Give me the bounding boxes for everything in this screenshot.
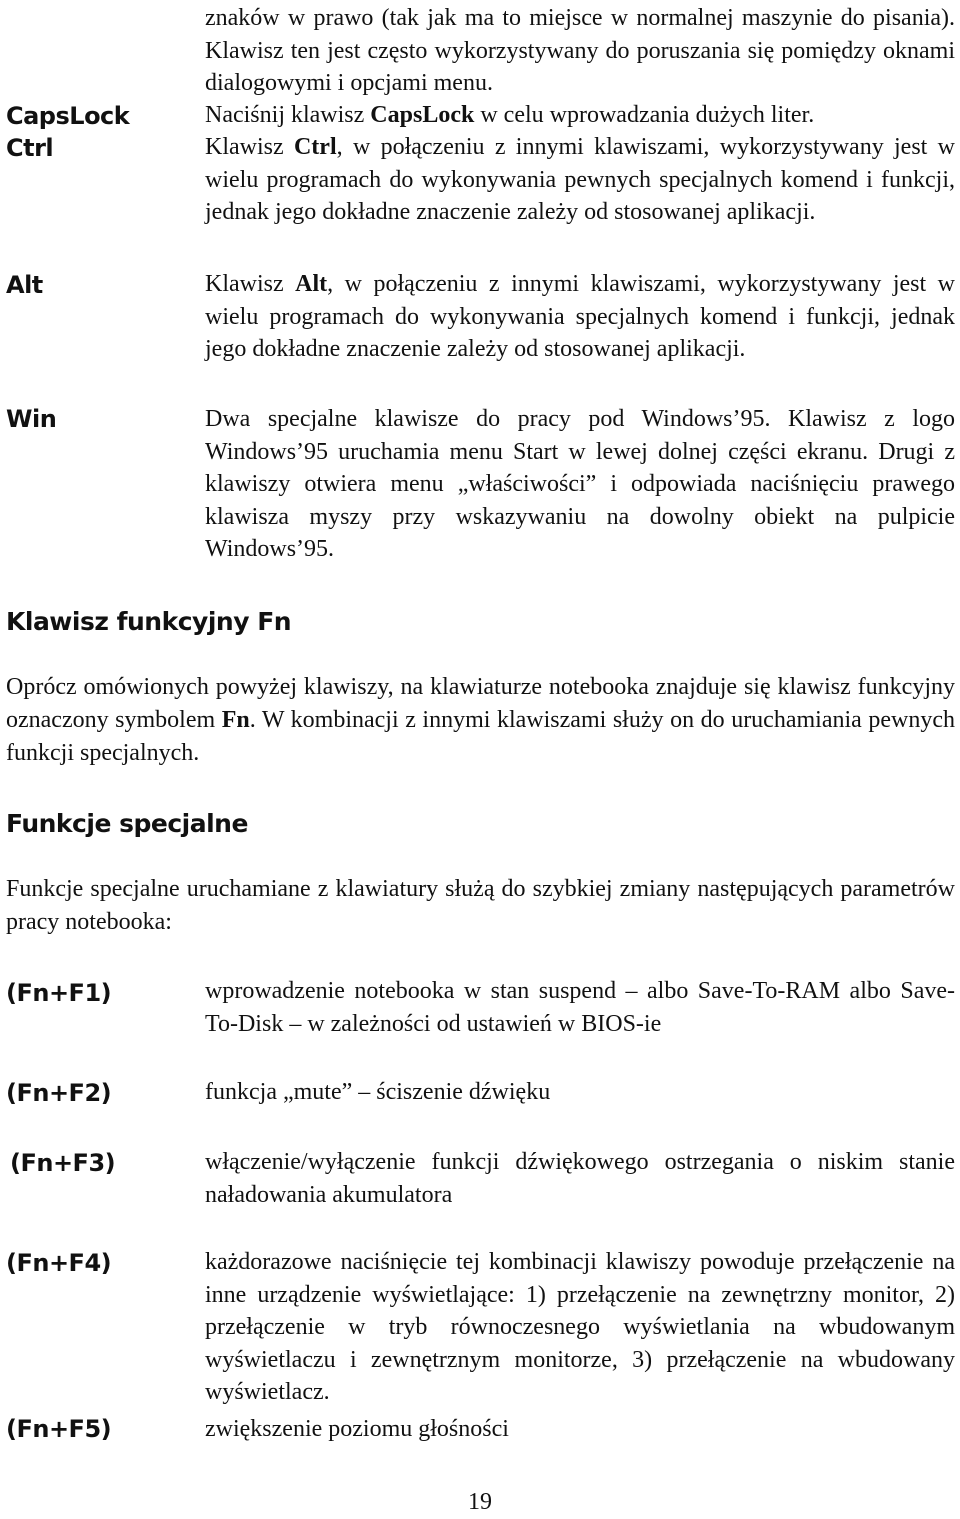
- intro-line: znaków w prawo (tak jak ma to miejsce w normalnej maszynie do: [205, 5, 865, 31]
- intro-paragraph: [205, 2, 955, 100]
- capslock-key: CapsLock: [370, 102, 475, 128]
- alt-description: [205, 268, 955, 366]
- fn-item-label: (Fn+F3): [10, 1149, 116, 1177]
- special-section-paragraph: Funkcje specjalne uruchamiane z klawiatury służą do szybkiej zmiany następujących parametrów pracy notebooka:: [6, 876, 955, 935]
- alt-key: Alt: [295, 271, 328, 297]
- ctrl-post: , w połączeniu z innymi klawiszami, wykorzystywany jest w wielu programach do wykonywania pewnych specjalnych komend i funkcji, jednak jego dokładne znaczenie zależy od stosowanej aplikacji.: [205, 134, 955, 225]
- fn-item-description: wprowadzenie notebooka w stan suspend – albo Save-To-RAM albo Save-To-Disk – w zależności od ustawień w BIOS-ie: [205, 978, 955, 1037]
- page-number: 19: [468, 1489, 492, 1515]
- alt-label: Alt: [6, 271, 43, 299]
- alt-post: , w połączeniu z innymi klawiszami, wykorzystywany jest w wielu programach do wykonywania specjalnych komend i funkcji, jednak jego dokładne znaczenie zależy od stosowanej aplikacji.: [205, 271, 955, 362]
- ctrl-key: Ctrl: [293, 134, 337, 160]
- fn-item-description: włączenie/wyłączenie funkcji dźwiękowego ostrzegania o niskim stanie naładowania akumulatora: [205, 1149, 955, 1208]
- fn-pre: Oprócz omówionych powyżej klawiszy, na klawiaturze notebooka znajduje się klawisz funkcyjny oznaczony symbolem: [6, 674, 955, 733]
- fn-key: Fn: [221, 707, 250, 733]
- fn-section-heading: Klawisz funkcyjny Fn: [6, 607, 292, 636]
- win-label: Win: [6, 405, 57, 433]
- capslock-pre: Naciśnij klawisz: [205, 102, 371, 128]
- capslock-label: CapsLock: [6, 102, 130, 130]
- fn-item-label: (Fn+F2): [6, 1079, 112, 1107]
- capslock-description: [205, 99, 955, 132]
- capslock-post: w celu wprowadzania dużych liter.: [474, 102, 815, 128]
- win-description: Dwa specjalne klawisze do pracy pod Windows’95. Klawisz z logo Windows’95 uruchamia menu Start w lewej dolnej części ekranu. Drugi z klawiszy otwiera menu „właściwości” i odpowiada naciśnięciu prawego klawisza myszy przy wskazywaniu na dowolny obiekt na pulpicie Windows’95.: [205, 406, 955, 562]
- fn-post: . W kombinacji z innymi klawiszami służy on do uruchamiania pewnych funkcji specjalnych.: [6, 707, 955, 766]
- fn-item-label: (Fn+F1): [6, 979, 112, 1007]
- fn-item-description: każdorazowe naciśnięcie tej kombinacji klawiszy powoduje przełączenie na inne urządzenie wyświetlające: 1) przełączenie na zewnętrzny monitor, 2) przełączenie w tryb równoczesnego wyświetlania na wbudowanym wyświetlaczu i zewnętrznym monitorze, 3) przełączenie na wbudowany wyświetlacz.: [205, 1249, 955, 1405]
- fn-item-label: (Fn+F4): [6, 1249, 112, 1277]
- fn-item-label: (Fn+F5): [6, 1415, 112, 1443]
- fn-section-paragraph: [6, 671, 955, 770]
- ctrl-description: [205, 131, 955, 229]
- ctrl-pre: Klawisz: [205, 134, 294, 160]
- alt-pre: Klawisz: [205, 271, 296, 297]
- intro-line: się pomiędzy oknami dialogowymi i opcjami menu.: [205, 37, 955, 96]
- ctrl-label: Ctrl: [6, 134, 54, 162]
- fn-item-description: funkcja „mute” – ściszenie dźwięku: [205, 1079, 551, 1105]
- special-section-heading: Funkcje specjalne: [6, 809, 248, 838]
- intro-line: pisania). Klawisz ten jest często wykorzystywany do poruszania: [205, 5, 956, 64]
- fn-item-description: zwiększenie poziomu głośności: [205, 1416, 509, 1442]
